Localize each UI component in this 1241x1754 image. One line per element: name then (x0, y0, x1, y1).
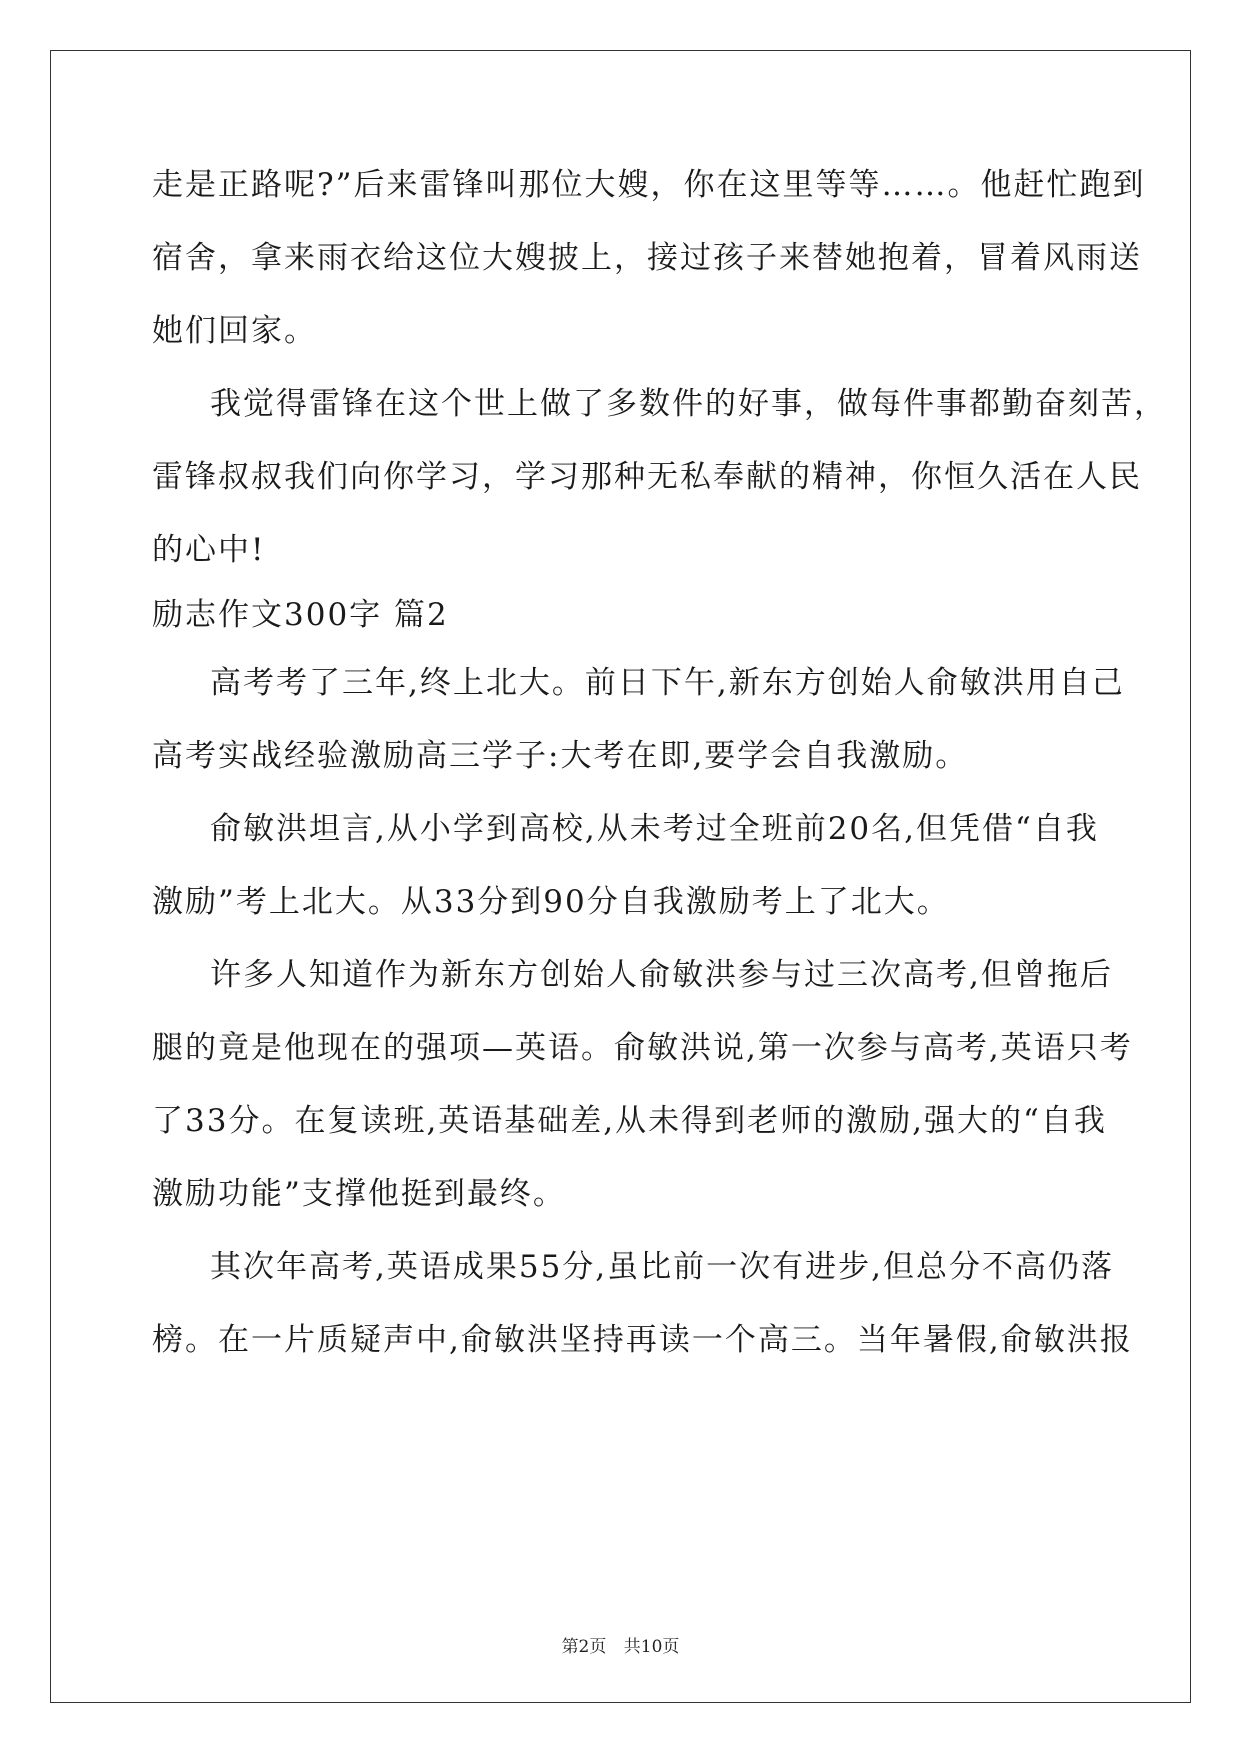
page-number: 第2页 (561, 1637, 607, 1657)
text-line: 走是正路呢?”后来雷锋叫那位大嫂，你在这里等等……。他赶忙跑到 (152, 167, 1146, 203)
text-line: 的心中! (152, 532, 266, 568)
paragraph-first-line: 我觉得雷锋在这个世上做了多数件的好事，做每件事都勤奋刻苦， (210, 386, 1167, 422)
section-heading: 励志作文300字 篇2 (152, 597, 449, 633)
page-footer (0, 1632, 1241, 1657)
text-line: 她们回家。 (152, 313, 317, 349)
paragraph-first-line: 高考考了三年,终上北大。前日下午,新东方创始人俞敏洪用自己 (210, 665, 1125, 701)
page-total: 共10页 (623, 1637, 680, 1657)
text-line: 宿舍，拿来雨衣给这位大嫂披上，接过孩子来替她抱着，冒着风雨送 (152, 240, 1142, 276)
text-line: 腿的竟是他现在的强项—英语。俞敏洪说,第一次参与高考,英语只考 (152, 1030, 1133, 1066)
text-line: 激励”考上北大。从33分到90分自我激励考上了北大。 (152, 884, 950, 920)
paragraph-first-line: 其次年高考,英语成果55分,虽比前一次有进步,但总分不高仍落 (210, 1249, 1115, 1285)
paragraph-first-line: 许多人知道作为新东方创始人俞敏洪参与过三次高考,但曾拖后 (210, 957, 1113, 993)
text-line: 雷锋叔叔我们向你学习，学习那种无私奉献的精神，你恒久活在人民 (152, 459, 1142, 495)
text-line: 激励功能”支撑他挺到最终。 (152, 1176, 566, 1212)
text-line: 了33分。在复读班,英语基础差,从未得到老师的激励,强大的“自我 (152, 1103, 1107, 1139)
text-line: 高考实战经验激励高三学子:大考在即,要学会自我激励。 (152, 738, 969, 774)
text-line: 榜。在一片质疑声中,俞敏洪坚持再读一个高三。当年暑假,俞敏洪报 (152, 1322, 1133, 1358)
paragraph-first-line: 俞敏洪坦言,从小学到高校,从未考过全班前20名,但凭借“自我 (210, 811, 1099, 847)
